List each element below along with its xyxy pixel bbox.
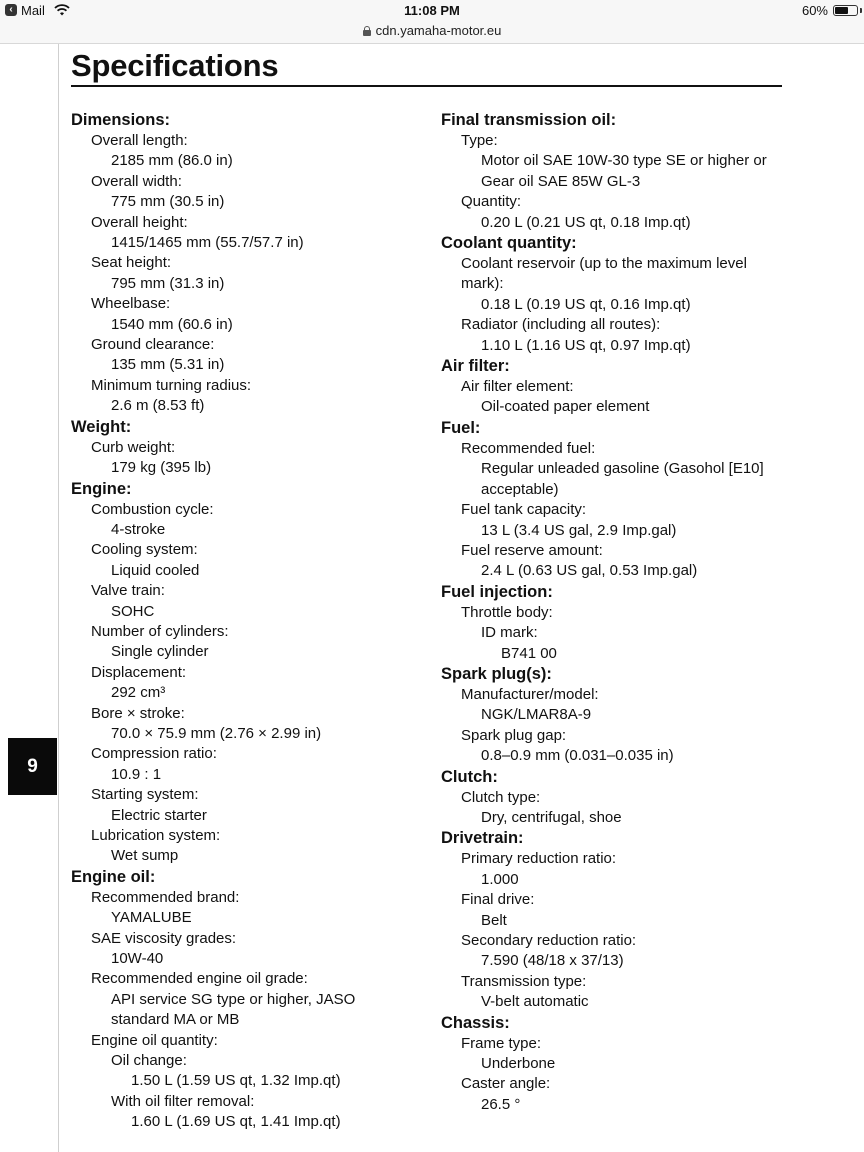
spec-column-left [71,110,421,1133]
section-heading: Final transmission oil: [441,111,617,129]
spec-value: Single cylinder [111,643,209,661]
spec-value: YAMALUBE [111,909,192,927]
spec-label: Type: [461,132,498,149]
spec-label: Final drive: [461,891,535,909]
section-heading: Drivetrain: [441,829,524,848]
spec-label: Number of cylinders: [91,622,229,640]
spec-value: Wet sump [111,847,179,865]
chapter-tab: 9 [8,738,57,795]
spec-value: 13 L (3.4 US gal, 2.9 Imp.gal) [481,521,677,539]
section-heading: Engine oil: [71,867,156,886]
section-heading: Fuel: [441,418,481,437]
section-heading: Air filter: [441,357,510,376]
spec-label: Ground clearance: [91,336,215,354]
spec-value: B741 00 [501,644,557,662]
spec-value: 10.9 : 1 [111,765,162,783]
spec-label: Overall length: [91,132,188,149]
spec-value: acceptable) [481,480,559,498]
section-heading: Dimensions: [71,111,171,129]
spec-value: 135 mm (5.31 in) [111,356,225,374]
section-heading: Coolant quantity: [441,234,577,253]
spec-label: Seat height: [91,254,172,272]
url-text[interactable]: cdn.yamaha-motor.eu [375,23,502,38]
spec-value: 70.0 × 75.9 mm (2.76 × 2.99 in) [111,724,322,742]
spec-value: API service SG type or higher, JASO [111,990,356,1008]
spec-value: 2.4 L (0.63 US gal, 0.53 Imp.gal) [481,562,698,580]
spec-label: Displacement: [91,663,187,681]
spec-label: Manufacturer/model: [461,685,599,703]
battery-level [835,7,848,14]
status-bar [0,0,864,22]
spec-value: 2185 mm (86.0 in) [111,152,233,170]
spec-label: Lubrication system: [91,827,221,844]
spec-value: 4-stroke [111,520,166,538]
spec-label: Throttle body: [461,603,553,621]
clock: 11:08 PM [404,3,460,18]
section-heading: Fuel injection: [441,582,553,601]
spec-label: Bore × stroke: [91,704,185,722]
spec-sublabel: With oil filter removal: [111,1092,255,1110]
section-heading: Engine: [71,479,132,498]
spec-column-right [441,110,801,1115]
spec-value: 1.10 L (1.16 US qt, 0.97 Imp.qt) [481,336,691,354]
spec-label: Secondary reduction ratio: [461,932,637,949]
spec-label: Quantity: [461,193,522,211]
spec-label: Coolant reservoir (up to the maximum level [461,255,747,273]
spec-label: Fuel tank capacity: [461,501,587,519]
spec-value: Regular unleaded gasoline (Gasohol [E10] [481,460,764,478]
title-divider [71,85,782,87]
spec-value: 10W-40 [111,950,164,968]
spec-value: 0.20 L (0.21 US qt, 0.18 Imp.qt) [481,213,691,231]
spec-value: 795 mm (31.3 in) [111,274,225,292]
spec-value: Dry, centrifugal, shoe [481,808,622,826]
battery-icon [833,5,858,16]
spec-value: Belt [481,911,507,929]
spec-sublabel: ID mark: [481,624,538,642]
spec-label: SAE viscosity grades: [91,929,237,947]
spec-label: Cooling system: [91,541,198,559]
spec-value: 179 kg (395 lb) [111,459,212,477]
spec-value: 1.60 L (1.69 US qt, 1.41 Imp.qt) [131,1113,341,1131]
spec-value: 1540 mm (60.6 in) [111,315,233,333]
spec-value: V-belt automatic [481,993,589,1011]
spec-label: Recommended brand: [91,888,240,906]
spec-value: 775 mm (30.5 in) [111,193,225,211]
spec-label: Spark plug gap: [461,726,567,744]
spec-value: Oil-coated paper element [481,398,650,416]
spec-label: Combustion cycle: [91,500,214,518]
spec-label: Transmission type: [461,972,587,990]
back-to-mail-link[interactable]: Mail [21,3,45,18]
spec-value: 1.50 L (1.59 US qt, 1.32 Imp.qt) [131,1072,341,1090]
section-heading: Spark plug(s): [441,664,552,683]
spec-value: 0.18 L (0.19 US qt, 0.16 Imp.qt) [481,295,691,313]
spec-label: Minimum turning radius: [91,376,252,394]
spec-value: standard MA or MB [111,1011,240,1029]
lock-icon [363,26,371,36]
spec-label: Overall height: [91,213,188,231]
spec-value: 1.000 [481,870,519,888]
spec-label: Caster angle: [461,1075,551,1093]
spec-value: SOHC [111,602,155,620]
spec-label: Engine oil quantity: [91,1031,218,1049]
spec-label: Recommended engine oil grade: [91,970,308,988]
spec-label: Valve train: [91,582,165,600]
spec-label: Radiator (including all routes): [461,316,661,334]
spec-label: Curb weight: [91,438,176,456]
spec-label: Fuel reserve amount: [461,541,603,559]
section-heading: Weight: [71,417,132,436]
spec-label: Primary reduction ratio: [461,850,617,868]
spec-value: Underbone [481,1055,556,1073]
spec-label: Compression ratio: [91,745,217,763]
spec-label: Frame type: [461,1034,542,1052]
spec-label: Starting system: [91,786,199,804]
spec-label: Recommended fuel: [461,439,596,457]
spec-value: 0.8–0.9 mm (0.031–0.035 in) [481,747,674,765]
battery-tip [860,8,862,13]
spec-label: Clutch type: [461,788,541,806]
spec-value: 1415/1465 mm (55.7/57.7 in) [111,234,304,252]
section-heading: Clutch: [441,767,498,786]
section-heading: Chassis: [441,1013,510,1032]
spec-value: Motor oil SAE 10W-30 type SE or higher or [481,152,767,170]
spec-label: mark): [461,275,504,293]
spec-value: 2.6 m (8.53 ft) [111,397,205,415]
spec-value: Electric starter [111,806,207,824]
spec-value: 292 cm³ [111,684,166,702]
spec-label: Air filter element: [461,378,574,396]
address-bar[interactable] [0,22,864,44]
spec-value: NGK/LMAR8A-9 [481,706,592,724]
spec-label: Wheelbase: [91,295,171,313]
spec-value: 26.5 ° [481,1095,521,1113]
spec-label: Overall width: [91,172,182,190]
spec-value: Liquid cooled [111,561,200,579]
spec-sublabel: Oil change: [111,1052,187,1070]
page-title: Specifications [71,48,279,83]
spec-value: 7.590 (48/18 x 37/13) [481,952,624,970]
back-arrow-icon[interactable]: ‹ [5,4,17,16]
spec-value: Gear oil SAE 85W GL-3 [481,172,641,190]
battery-percentage: 60% [801,3,828,18]
